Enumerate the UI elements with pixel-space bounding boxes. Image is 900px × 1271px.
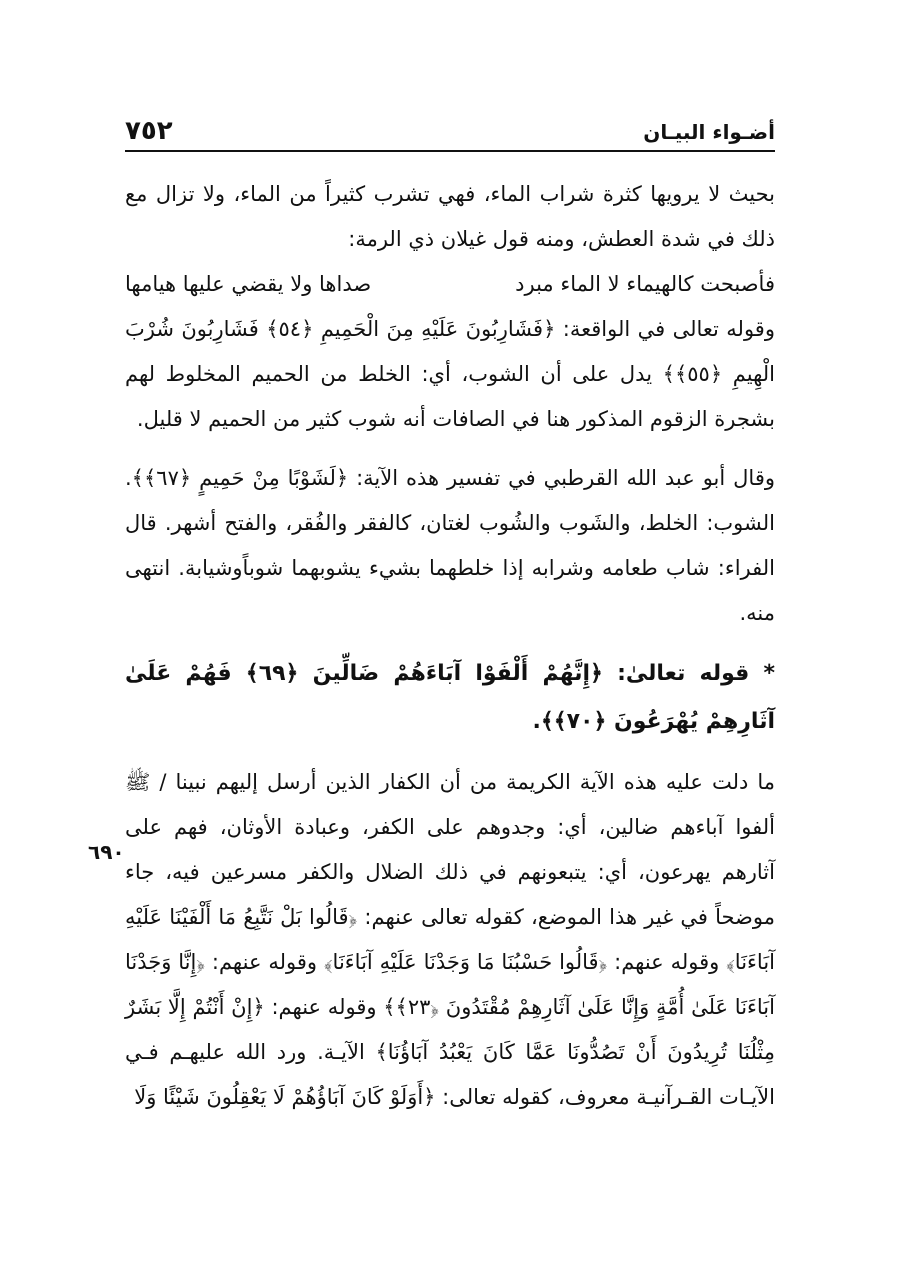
section-heading: * قوله تعالىٰ: ﴿إِنَّهُمْ أَلْفَوْا آبَاءَهُمْ ضَالِّينَ ﴿٦٩﴾ فَهُمْ عَلَىٰ آثَارِهِمْ يُهْرَعُونَ ﴿٧٠﴾﴾.	[125, 661, 775, 734]
book-title: أضـواء البيـان	[643, 120, 775, 144]
paragraph-3: وقال أبو عبد الله القرطبي في تفسير هذه الآية: ﴿لَشَوْبًا مِنْ حَمِيمٍ ﴿٦٧﴾﴾. الشوب: الخلط، والشَوب والشُوب لغتان، كالفقر والفُقر، والفتح أشهر. قال الفراء: شاب طعامه وشرابه إذا خلطهما بشيء يشوبهما شوباًوشيابة. انتهى منه.	[125, 466, 775, 625]
verse-second-hemistich: صداها ولا يقضي عليها هيامها	[125, 272, 372, 296]
poetry-verse	[125, 262, 775, 307]
paragraph-4: ما دلت عليه هذه الآية الكريمة من أن الكفار الذين أرسل إليهم نبينا / ﷺ ألفوا آباءهم ضالين، أي: وجدوهم على الكفر، وعبادة الأوثان، فهم على آثارهم يهرعون، أي: يتبعونهم في ذلك الضلال والكفر مسرعين فيه، جاء موضحاً في غير هذا الموضع، كقوله تعالى عنهم: ﴿قَالُوا بَلْ نَتَّبِعُ مَا أَلْفَيْنَا عَلَيْهِ آبَاءَنَا﴾ وقوله عنهم: ﴿قَالُوا حَسْبُنَا مَا وَجَدْنَا عَلَيْهِ آبَاءَنَا﴾ وقوله عنهم: ﴿إِنَّا وَجَدْنَا آبَاءَنَا عَلَىٰ أُمَّةٍ وَإِنَّا عَلَىٰ آثَارِهِمْ مُقْتَدُونَ ﴿٢٣﴾﴾ وقوله عنهم: ﴿إِنْ أَنْتُمْ إِلَّا بَشَرٌ مِثْلُنَا تُرِيدُونَ أَنْ تَصُدُّونَا عَمَّا كَانَ يَعْبُدُ آبَاؤُنَا﴾ الآيـة. ورد الله عليهـم فـي الآيـات القـرآنيـة معروف، كقوله تعالى: ﴿أَوَلَوْ كَانَ آبَاؤُهُمْ لَا يَعْقِلُونَ شَيْئًا وَلَا	[125, 770, 775, 1109]
page-body	[125, 172, 775, 1120]
page-header	[125, 110, 775, 152]
verse-first-hemistich: فأصبحت كالهيماء لا الماء مبرد	[515, 272, 775, 296]
paragraph-2: وقوله تعالى في الواقعة: ﴿فَشَارِبُونَ عَلَيْهِ مِنَ الْحَمِيمِ ﴿٥٤﴾ فَشَارِبُونَ شُرْبَ الْهِيمِ ﴿٥٥﴾﴾ يدل على أن الشوب، أي: الخلط من الحميم المخلوط لهم بشجرة الزقوم المذكور هنا في الصافات أنه شوب كثير من الحميم لا قليل.	[125, 317, 775, 431]
paragraph-1: بحيث لا يرويها كثرة شراب الماء، فهي تشرب كثيراً من الماء، ولا تزال مع ذلك في شدة العطش، ومنه قول غيلان ذي الرمة:	[125, 182, 775, 251]
margin-page-marker: ٦٩٠	[88, 840, 125, 864]
page-number: ٧٥٢	[125, 116, 173, 146]
